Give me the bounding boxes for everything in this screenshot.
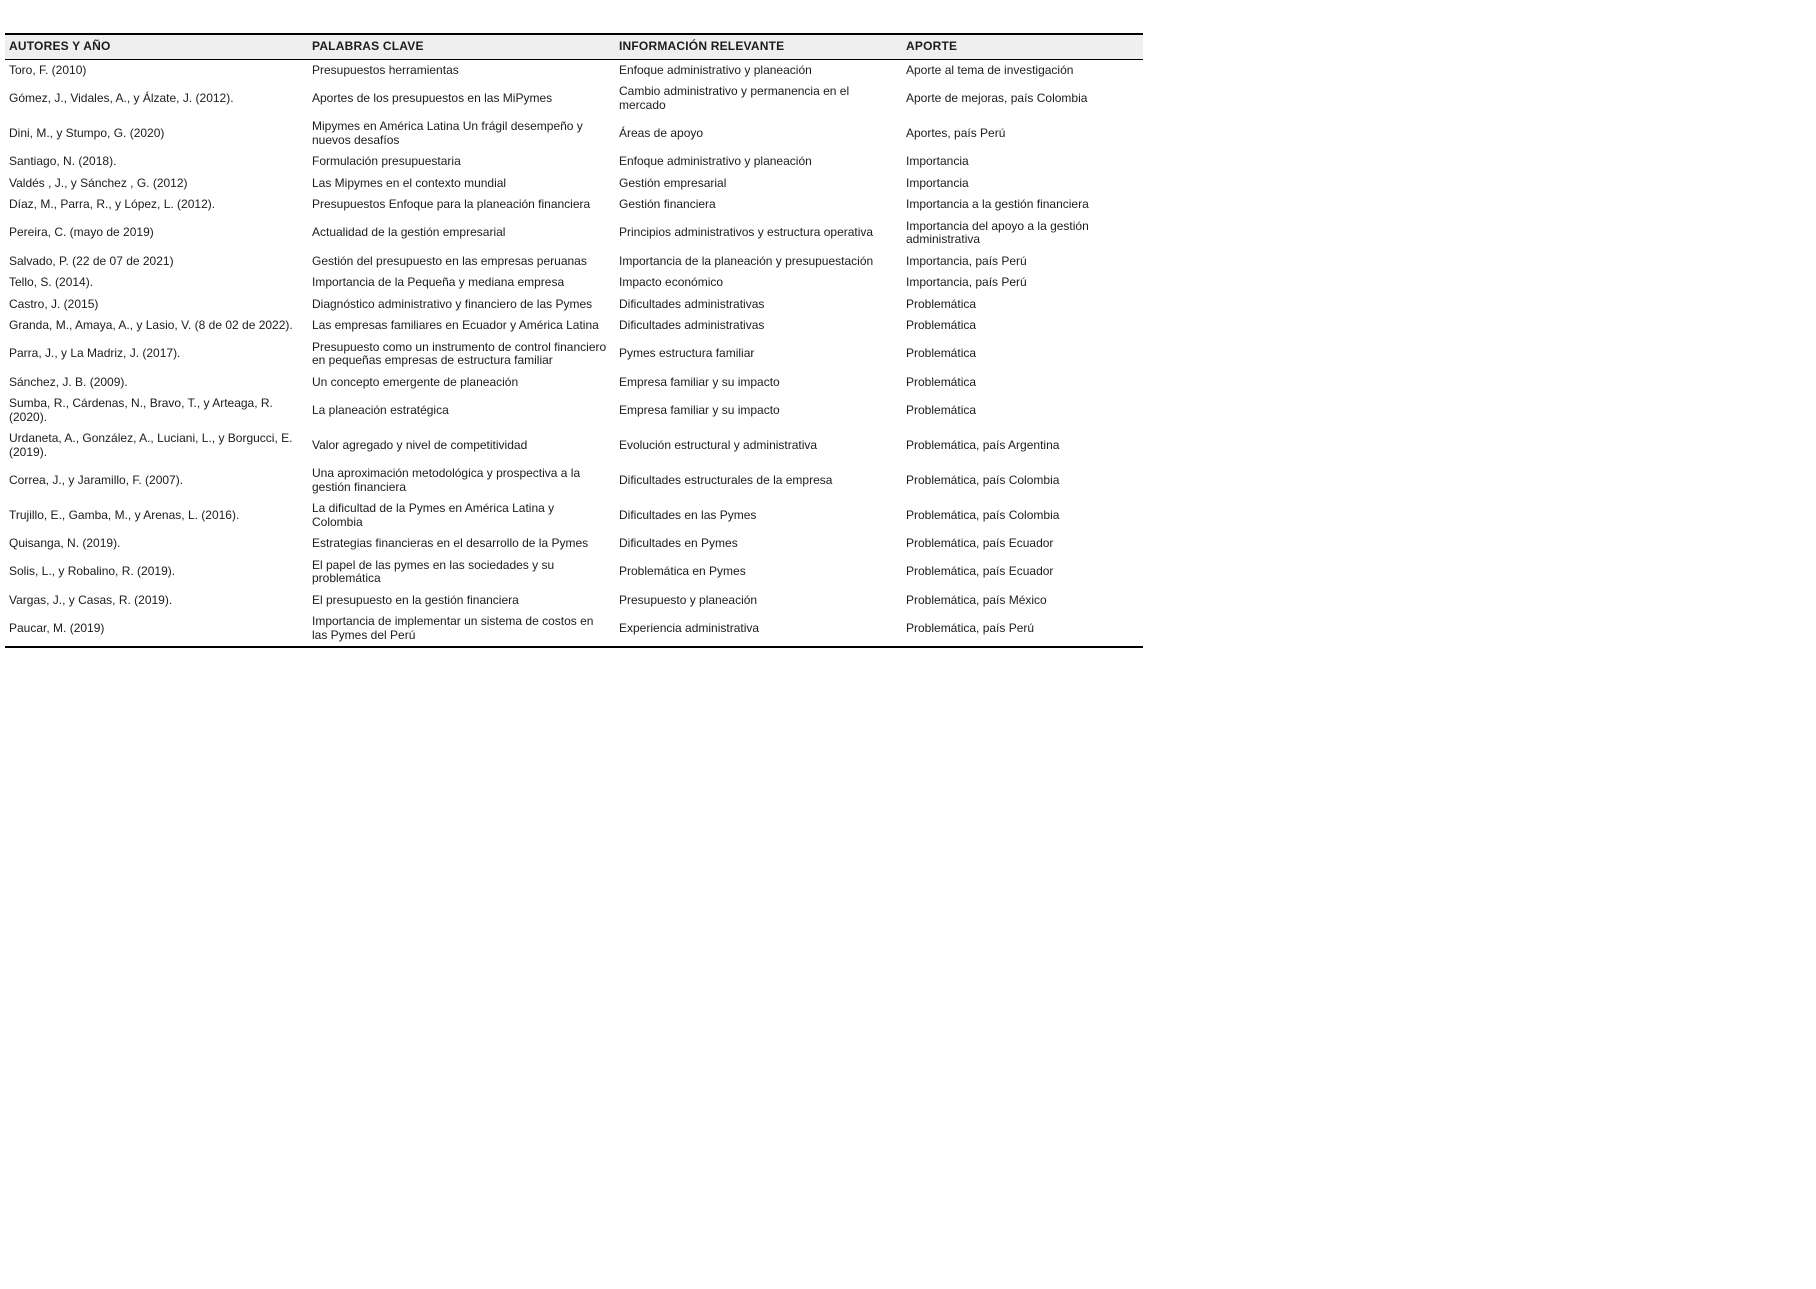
cell-autores: Parra, J., y La Madriz, J. (2017). (9, 346, 181, 361)
cell-palabras: Presupuestos herramientas (312, 62, 459, 77)
cell-autores: Díaz, M., Parra, R., y López, L. (2012). (9, 197, 216, 211)
cell-autores: Santiago, N. (2018). (9, 154, 117, 168)
literature-review-table (5, 33, 1143, 648)
cell-aporte: Problemática, país Argentina (906, 437, 1060, 452)
cell-palabras: Presupuestos Enfoque para la planeación financiera (312, 197, 591, 211)
column-header-informacion-relevante: INFORMACIÓN RELEVANTE (619, 34, 906, 59)
cell-autores: Tello, S. (2014). (9, 275, 94, 289)
table-row (5, 194, 1143, 216)
cell-palabras: Valor agregado y nivel de competitividad (312, 437, 528, 452)
cell-informacion: Dificultades administrativas (619, 318, 765, 332)
table-row (5, 428, 1143, 463)
cell-aporte: Problemática, país Perú (906, 620, 1035, 635)
cell-autores: Dini, M., y Stumpo, G. (2020) (9, 125, 165, 140)
table-row (5, 294, 1143, 316)
cell-informacion: Dificultades administrativas (619, 296, 765, 311)
cell-aporte: Problemática, país Ecuador (906, 564, 1054, 579)
cell-informacion: Cambio administrativo y permanencia en el mercado (619, 84, 850, 112)
cell-autores: Sánchez, J. B. (2009). (9, 374, 128, 389)
cell-autores: Paucar, M. (2019) (9, 620, 105, 635)
cell-palabras: Actualidad de la gestión empresarial (312, 225, 506, 240)
cell-aporte: Importancia del apoyo a la gestión administrativa (906, 218, 1089, 246)
cell-palabras: El papel de las pymes en las sociedades y su problemática (312, 557, 555, 585)
cell-autores: Toro, F. (2010) (9, 62, 87, 77)
table-row (5, 590, 1143, 612)
cell-palabras: Formulación presupuestaria (312, 154, 461, 168)
cell-aporte: Problemática (906, 346, 977, 361)
column-header-autores: AUTORES Y AÑO (5, 34, 312, 59)
cell-autores: Quisanga, N. (2019). (9, 536, 121, 550)
cell-aporte: Importancia, país Perú (906, 253, 1027, 268)
cell-palabras: Aportes de los presupuestos en las MiPymes (312, 90, 553, 105)
cell-informacion: Dificultades en las Pymes (619, 507, 757, 522)
cell-aporte: Problemática, país Ecuador (906, 536, 1054, 550)
cell-aporte: Problemática (906, 318, 977, 332)
cell-palabras: Mipymes en América Latina Un frágil desempeño y nuevos desafíos (312, 119, 583, 147)
table-row (5, 611, 1143, 647)
cell-aporte: Problemática, país Colombia (906, 507, 1060, 522)
cell-palabras: Importancia de la Pequeña y mediana empresa (312, 275, 565, 289)
cell-informacion: Importancia de la planeación y presupuestación (619, 253, 874, 268)
cell-autores: Pereira, C. (mayo de 2019) (9, 225, 154, 240)
table-row (5, 59, 1143, 81)
table-row (5, 393, 1143, 428)
cell-palabras: Importancia de implementar un sistema de costos en las Pymes del Perú (312, 614, 594, 642)
table-row (5, 337, 1143, 372)
table-row (5, 173, 1143, 195)
cell-aporte: Importancia (906, 154, 969, 168)
column-header-aporte: APORTE (906, 34, 1143, 59)
table-row (5, 533, 1143, 555)
cell-palabras: Una aproximación metodológica y prospectiva a la gestión financiera (312, 466, 581, 494)
cell-informacion: Experiencia administrativa (619, 620, 760, 635)
cell-autores: Castro, J. (2015) (9, 296, 99, 311)
cell-informacion: Principios administrativos y estructura operativa (619, 225, 874, 240)
cell-palabras: Diagnóstico administrativo y financiero de las Pymes (312, 296, 593, 311)
table-row (5, 498, 1143, 533)
cell-aporte: Aporte de mejoras, país Colombia (906, 90, 1088, 105)
cell-autores: Correa, J., y Jaramillo, F. (2007). (9, 472, 184, 487)
cell-informacion: Áreas de apoyo (619, 125, 704, 140)
cell-aporte: Importancia, país Perú (906, 275, 1027, 289)
cell-autores: Vargas, J., y Casas, R. (2019). (9, 592, 173, 607)
cell-informacion: Dificultades estructurales de la empresa (619, 472, 833, 487)
cell-informacion: Empresa familiar y su impacto (619, 374, 780, 389)
cell-aporte: Aportes, país Perú (906, 125, 1006, 140)
cell-aporte: Problemática, país México (906, 592, 1047, 607)
cell-palabras: La dificultad de la Pymes en América Latina y Colombia (312, 501, 555, 529)
cell-informacion: Enfoque administrativo y planeación (619, 154, 812, 168)
cell-autores: Gómez, J., Vidales, A., y Álzate, J. (2012). (9, 90, 234, 105)
cell-palabras: Las Mipymes en el contexto mundial (312, 175, 507, 190)
cell-autores: Solis, L., y Robalino, R. (2019). (9, 564, 176, 579)
cell-informacion: Gestión empresarial (619, 175, 727, 190)
table-row (5, 372, 1143, 394)
column-header-palabras-clave: PALABRAS CLAVE (312, 34, 619, 59)
cell-autores: Trujillo, E., Gamba, M., y Arenas, L. (2016). (9, 507, 240, 522)
cell-informacion: Dificultades en Pymes (619, 536, 738, 550)
table-row (5, 315, 1143, 337)
cell-informacion: Impacto económico (619, 275, 724, 289)
cell-aporte: Problemática (906, 296, 977, 311)
cell-autores: Valdés , J., y Sánchez , G. (2012) (9, 175, 188, 190)
cell-aporte: Importancia (906, 175, 969, 190)
cell-aporte: Importancia a la gestión financiera (906, 197, 1089, 211)
table-row (5, 463, 1143, 498)
table-row (5, 216, 1143, 251)
cell-aporte: Aporte al tema de investigación (906, 62, 1074, 77)
cell-aporte: Problemática (906, 374, 977, 389)
cell-palabras: Estrategias financieras en el desarrollo de la Pymes (312, 536, 589, 550)
cell-palabras: El presupuesto en la gestión financiera (312, 592, 519, 607)
cell-palabras: Gestión del presupuesto en las empresas peruanas (312, 253, 587, 268)
table-row (5, 251, 1143, 273)
cell-palabras: La planeación estratégica (312, 402, 449, 417)
cell-informacion: Enfoque administrativo y planeación (619, 62, 812, 77)
cell-informacion: Gestión financiera (619, 197, 716, 211)
cell-aporte: Problemática (906, 402, 977, 417)
table-row (5, 81, 1143, 116)
cell-autores: Urdaneta, A., González, A., Luciani, L., y Borgucci, E. (2019). (9, 431, 293, 459)
cell-palabras: Un concepto emergente de planeación (312, 374, 519, 389)
cell-informacion: Pymes estructura familiar (619, 346, 755, 361)
table-row (5, 151, 1143, 173)
table-body (5, 59, 1143, 647)
cell-informacion: Empresa familiar y su impacto (619, 402, 780, 417)
table-row (5, 116, 1143, 151)
table-header (5, 34, 1143, 59)
cell-autores: Salvado, P. (22 de 07 de 2021) (9, 253, 174, 268)
cell-autores: Granda, M., Amaya, A., y Lasio, V. (8 de 02 de 2022). (9, 318, 293, 332)
cell-palabras: Las empresas familiares en Ecuador y América Latina (312, 318, 599, 332)
table-row (5, 272, 1143, 294)
cell-informacion: Evolución estructural y administrativa (619, 437, 818, 452)
cell-palabras: Presupuesto como un instrumento de control financiero en pequeñas empresas de estructura familiar (312, 339, 607, 367)
cell-aporte: Problemática, país Colombia (906, 472, 1060, 487)
cell-informacion: Problemática en Pymes (619, 564, 746, 579)
cell-informacion: Presupuesto y planeación (619, 592, 758, 607)
cell-autores: Sumba, R., Cárdenas, N., Bravo, T., y Arteaga, R. (2020). (9, 396, 273, 424)
table-header-row (5, 34, 1143, 59)
table-row (5, 555, 1143, 590)
